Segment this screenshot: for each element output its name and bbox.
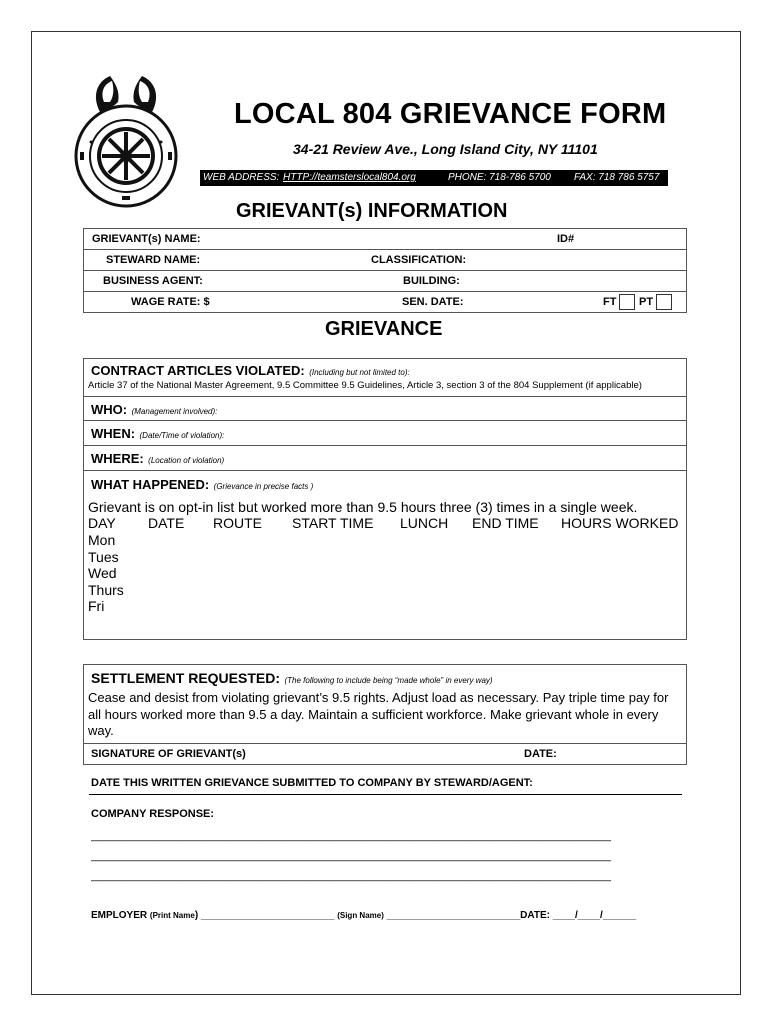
day-thurs: Thurs (88, 581, 124, 598)
where-label: WHERE: (91, 451, 144, 466)
contract-articles-text: Article 37 of the National Master Agreement, 9.5 Committee 9.5 Guidelines, Article 3, section 3 of the 804 Supplement (if applicable) (88, 380, 642, 391)
day-list (88, 532, 124, 615)
wage-rate-label: WAGE RATE: $ (131, 296, 210, 308)
when-hint: (Date/Time of violation): (139, 431, 225, 440)
col-lunch: LUNCH (400, 515, 449, 531)
who-hint: (Management involved): (131, 407, 218, 416)
hours-table-header (84, 515, 686, 532)
col-start-time: START TIME (292, 515, 374, 531)
response-line-1: _____________________________________________________________________________________ (91, 830, 612, 842)
sign-name-label: (Sign Name) (337, 911, 384, 920)
steward-row[interactable] (84, 250, 686, 271)
grievance-box (83, 358, 687, 640)
employer-signature-line[interactable] (91, 910, 636, 921)
wage-row[interactable] (84, 292, 686, 313)
ft-checkbox[interactable] (619, 294, 635, 310)
what-happened-label: WHAT HAPPENED: (91, 477, 210, 492)
sign-name-blank: ________________________ (383, 910, 521, 921)
phone-number: PHONE: 718-786 5700 (448, 172, 551, 183)
agent-row[interactable] (84, 271, 686, 292)
pt-label: PT (639, 296, 654, 308)
what-happened-section[interactable] (84, 471, 686, 639)
where-hint: (Location of violation) (148, 456, 225, 465)
grievance-heading: GRIEVANCE (325, 318, 443, 340)
contract-articles-row[interactable] (84, 359, 686, 397)
contact-bar (200, 170, 668, 186)
company-response-label: COMPANY RESPONSE: (91, 808, 215, 820)
submitted-date-label: DATE THIS WRITTEN GRIEVANCE SUBMITTED TO COMPANY BY STEWARD/AGENT: (91, 777, 533, 789)
when-row[interactable] (84, 421, 686, 446)
signature-date-label: DATE: (524, 748, 557, 760)
day-tues: Tues (88, 548, 119, 565)
what-happened-text: Grievant is on opt-in list but worked more than 9.5 hours three (3) times in a single week. (88, 499, 638, 515)
who-heading (91, 401, 217, 419)
day-mon: Mon (88, 532, 116, 548)
steward-name-label: STEWARD NAME: (106, 254, 201, 266)
print-name-close: ) (194, 910, 199, 921)
grievant-info-box (83, 228, 687, 313)
col-day: DAY (88, 515, 116, 531)
col-route: ROUTE (213, 515, 262, 531)
submitted-date-line[interactable] (89, 794, 682, 795)
signature-label: SIGNATURE OF GRIEVANT(s) (91, 748, 246, 760)
id-label: ID# (557, 233, 575, 245)
grievant-info-heading: GRIEVANT(s) INFORMATION (236, 200, 508, 222)
sen-date-label: SEN. DATE: (402, 296, 464, 308)
employer-date-blank: ____/____/______ (552, 910, 637, 921)
when-label: WHEN: (91, 426, 136, 441)
settlement-heading (91, 670, 493, 688)
settlement-label: SETTLEMENT REQUESTED: (91, 670, 281, 686)
classification-label: CLASSIFICATION: (371, 254, 467, 266)
fax-number: FAX: 718 786 5757 (574, 172, 660, 183)
pt-checkbox[interactable] (656, 294, 672, 310)
what-happened-hint: (Grievance in precise facts ) (213, 482, 314, 491)
form-title: LOCAL 804 GRIEVANCE FORM (234, 98, 667, 130)
who-row[interactable] (84, 397, 686, 421)
print-name-blank: ________________________ (198, 910, 338, 921)
response-line-3: _____________________________________________________________________________________ (91, 870, 612, 882)
what-happened-heading (91, 476, 313, 494)
col-end-time: END TIME (472, 515, 539, 531)
teamsters-logo (70, 72, 182, 212)
company-response-lines[interactable] (91, 826, 681, 886)
settlement-hint: (The following to include being “made whole” in every way) (284, 676, 493, 685)
business-agent-label: BUSINESS AGENT: (103, 275, 203, 287)
address: 34-21 Review Ave., Long Island City, NY 11101 (293, 141, 598, 157)
col-date: DATE (148, 515, 185, 531)
signature-row[interactable] (84, 743, 686, 765)
who-label: WHO: (91, 402, 128, 417)
grievant-name-row[interactable] (84, 229, 686, 250)
contract-articles-hint: (Including but not limited to): (309, 368, 410, 377)
ft-label: FT (603, 296, 617, 308)
settlement-box (83, 664, 687, 765)
contract-articles-heading (91, 362, 410, 380)
where-row[interactable] (84, 446, 686, 471)
web-label: WEB ADDRESS: (203, 172, 280, 183)
response-line-2: _____________________________________________________________________________________ (91, 850, 612, 862)
web-url-link[interactable]: HTTP://teamsterslocal804.org (283, 172, 416, 183)
day-fri: Fri (88, 598, 105, 614)
day-wed: Wed (88, 565, 117, 581)
logo-text: INTERNATIONAL BROTHERHOOD OF TEAMSTERS (70, 72, 95, 73)
employer-label: EMPLOYER (91, 910, 148, 921)
col-hours-worked: HOURS WORKED (561, 515, 679, 531)
when-heading (91, 425, 224, 443)
where-heading (91, 450, 224, 468)
employer-date-label: DATE: (520, 910, 553, 921)
contract-articles-label: CONTRACT ARTICLES VIOLATED: (91, 363, 305, 378)
settlement-text[interactable]: Cease and desist from violating grievant’s 9.5 rights. Adjust load as necessary. Pay triple time pay for all hours worked more than 9.5 a day. Maintain a sufficient workforce. Make grievant whole in every way. (88, 690, 669, 738)
print-name-label: (Print Name (149, 911, 195, 920)
building-label: BUILDING: (403, 275, 460, 287)
grievant-name-label: GRIEVANT(s) NAME: (92, 233, 201, 245)
